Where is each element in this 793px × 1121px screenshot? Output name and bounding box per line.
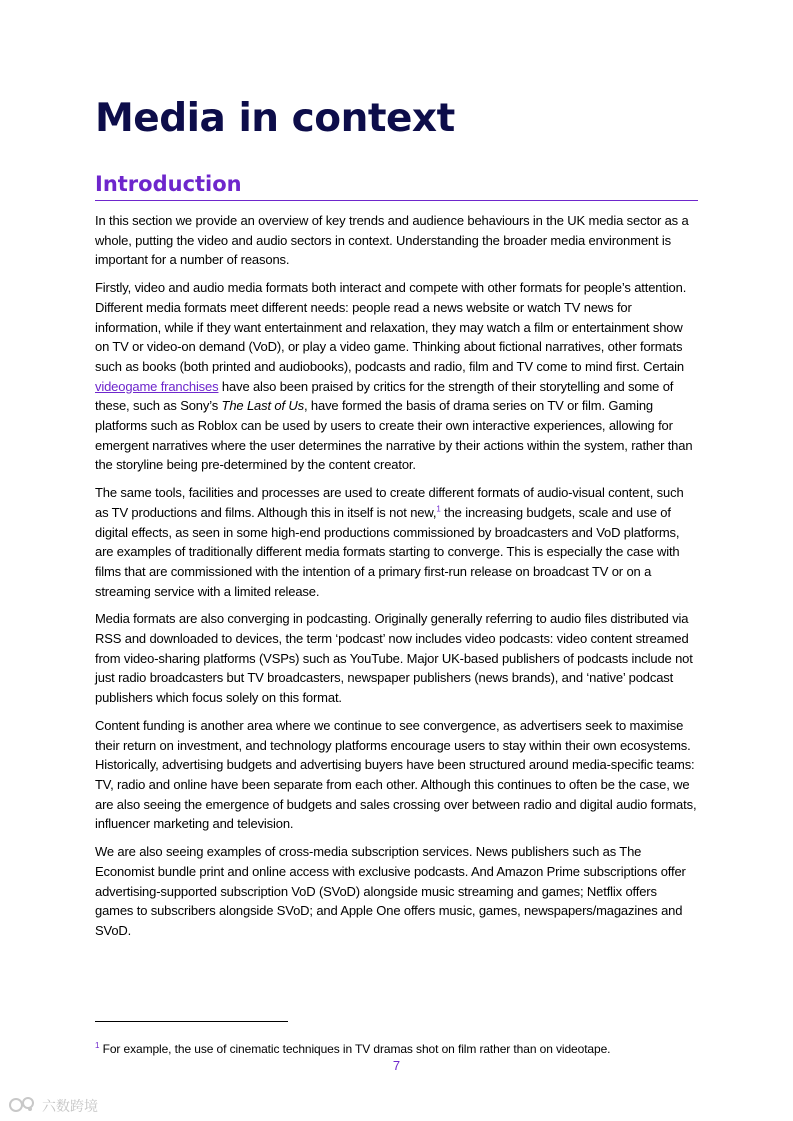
footnote-text: For example, the use of cinematic techniques in TV dramas shot on film rather than on videotape. [99,1042,611,1056]
paragraph-3 [95,483,698,601]
page-number: 7 [392,1058,401,1073]
footnote [95,1041,698,1057]
section-heading: Introduction [95,170,698,201]
paragraph-1: In this section we provide an overview of key trends and audience behaviours in the UK media sector as a whole, putting the video and audio sectors in context. Understanding the broader media environment is important for a number of reasons. [95,213,689,268]
paragraph-2-text-b: have also been praised by critics for the strength of their storytelling and some of these, such as Sony’s [95,378,674,414]
paragraph-3-text-b: the increasing budgets, scale and use of digital effects, as seen in some high-end productions commissioned by broadcasters and VoD platforms, are examples of traditionally different media formats starting to converge. This is especially the case with films that are commissioned with the intention of a primary first-run release on broadcast TV or on a streaming service with a limited release. [95,504,680,599]
paragraph-6: We are also seeing examples of cross-media subscription services. News publishers such as The Economist bundle print and online access with exclusive podcasts. And Amazon Prime subscriptions offer advertising-supported subscription VoD (SVoD) alongside music streaming and games; Netflix offers games to subscribers alongside SVoD; and Apple One offers music, games, newspapers/magazines and SVoD. [95,844,686,938]
paragraph-2 [95,278,698,475]
footnote-divider [95,1021,288,1022]
paragraph-5: Content funding is another area where we continue to see convergence, as advertisers seek to maximise their return on investment, and technology platforms encourage users to stay within their own ecosystems. Historically, advertising budgets and advertising buyers have been structured around media-specific teams: TV, radio and online have been separate from each other. Although this continues to often be the case, we are also seeing the emergence of budgets and sales crossing over between radio and digital audio formats, influencer marketing and television. [95,717,697,832]
videogame-franchises-link[interactable]: videogame franchises [95,378,219,394]
game-title-italic: The Last of Us [221,398,304,414]
paragraph-3-text-a: The same tools, facilities and processes are used to create different formats of audio-visual content, such as TV productions and films. Although this in itself is not new, [95,485,684,520]
paragraph-2-text-c: , have formed the basis of drama series on TV or film. Gaming platforms such as Roblox can be used by users to create their own interactive experiences, allowing for emergent narratives where the user determines the narrative by their actions within the system, rather than the storyline being pre-determined by the content creator. [95,398,693,473]
watermark-logo-icon [8,1095,36,1118]
watermark [8,1095,98,1117]
page-title: Media in context [95,96,455,141]
paragraph-4: Media formats are also converging in podcasting. Originally generally referring to audio files distributed via RSS and downloaded to devices, the term ‘podcast’ now includes video podcasts: video content streamed from video-sharing platforms (VSPs) such as YouTube. Major UK-based publishers of podcasts include not just radio broadcasters but TV broadcasters, newspaper publishers (news brands), and ‘native’ podcast publishers which focus solely on this format. [95,611,693,706]
body-text [95,211,698,949]
watermark-text: 六数跨境 [42,1099,98,1115]
paragraph-2-text-a: Firstly, video and audio media formats both interact and compete with other formats for people’s attention. Different media formats meet different needs: people read a news website or watch TV news for information, while if they want entertainment and relaxation, they may watch a film or entertainment show on TV or video-on demand (VoD), or play a video game. Thinking about fictional narratives, other formats such as books (both printed and audiobooks), podcasts and radio, film and TV come to mind first. Certain [95,280,687,374]
footnote-ref[interactable]: 1 [436,504,441,514]
footnote-number: 1 [95,1041,100,1050]
